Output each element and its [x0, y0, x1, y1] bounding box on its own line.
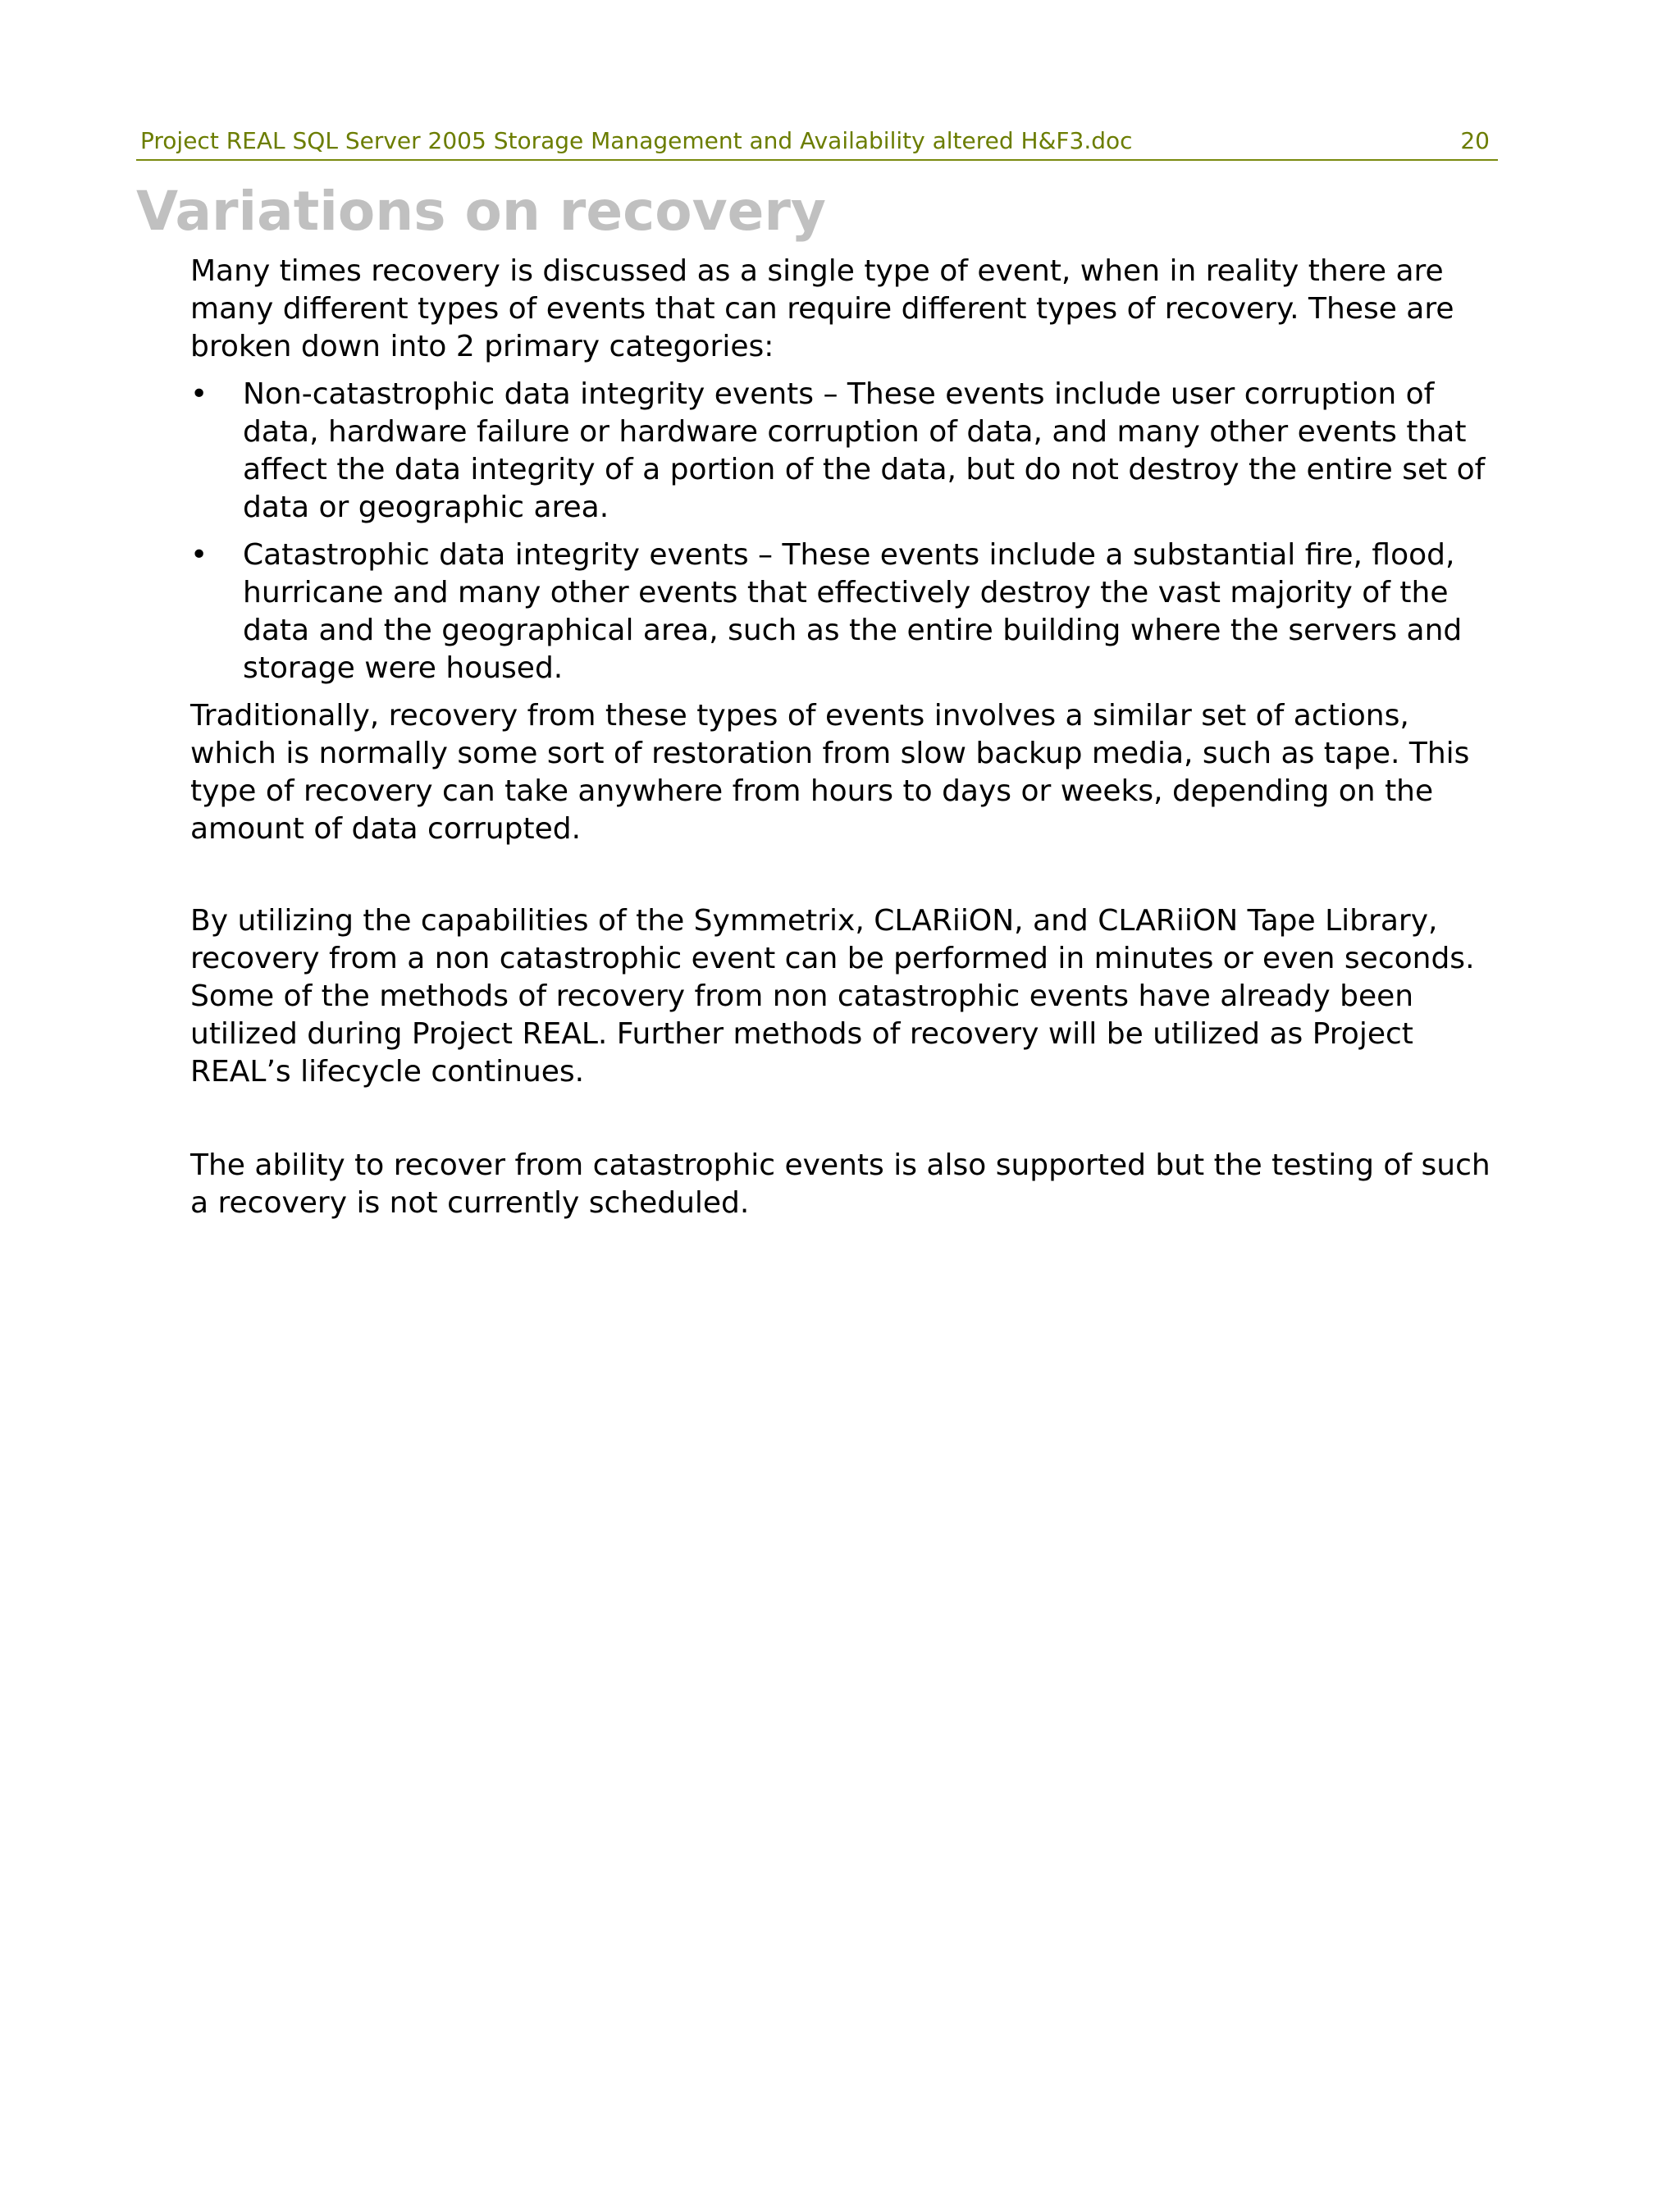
traditional-recovery-paragraph: Traditionally, recovery from these types of events involves a similar set of actions, which is normally some sort of restoration from slow backup media, such as tape. This type of recovery can take anywhere from hours to days or weeks, depending on the amount of data corrupted. [190, 699, 1470, 846]
list-item-text: Catastrophic data integrity events – These events include a substantial fire, flood, hurricane and many other events that effectively destroy the vast majority of the data and the geographical area, such as the entire building where the servers and storage were housed. [243, 538, 1463, 685]
page-header [136, 125, 1498, 161]
section-heading: Variations on recovery [136, 180, 826, 243]
list-item-text: Non-catastrophic data integrity events – These events include user corruption of data, hardware failure or hardware corruption of data, and many other events that affect the data integrity of a portion of the data, but do not destroy the entire set of data or geographic area. [243, 377, 1486, 524]
list-item-catastrophic [190, 536, 1503, 687]
list-item-non-catastrophic [190, 376, 1503, 527]
capabilities-paragraph: By utilizing the capabilities of the Symmetrix, CLARiiON, and CLARiiON Tape Library, recovery from a non catastrophic event can be performed in minutes or even seconds. Some of the methods of recovery from non catastrophic events have already been utilized during Project REAL. Further methods of recovery will be utilized as Project REAL’s lifecycle continues. [190, 904, 1475, 1089]
bullet-icon: • [190, 538, 208, 572]
catastrophic-recovery-paragraph: The ability to recover from catastrophic events is also supported but the testing of such a recovery is not currently scheduled. [190, 1148, 1491, 1220]
intro-paragraph: Many times recovery is discussed as a single type of event, when in reality there are many different types of events that can require different types of recovery. These are broken down into 2 primary categories: [190, 254, 1454, 363]
page-number: 20 [1460, 127, 1490, 154]
recovery-categories-list [190, 376, 1503, 697]
bullet-icon: • [190, 377, 208, 411]
document-title: Project REAL SQL Server 2005 Storage Management and Availability altered H&F3.doc [140, 127, 1133, 154]
